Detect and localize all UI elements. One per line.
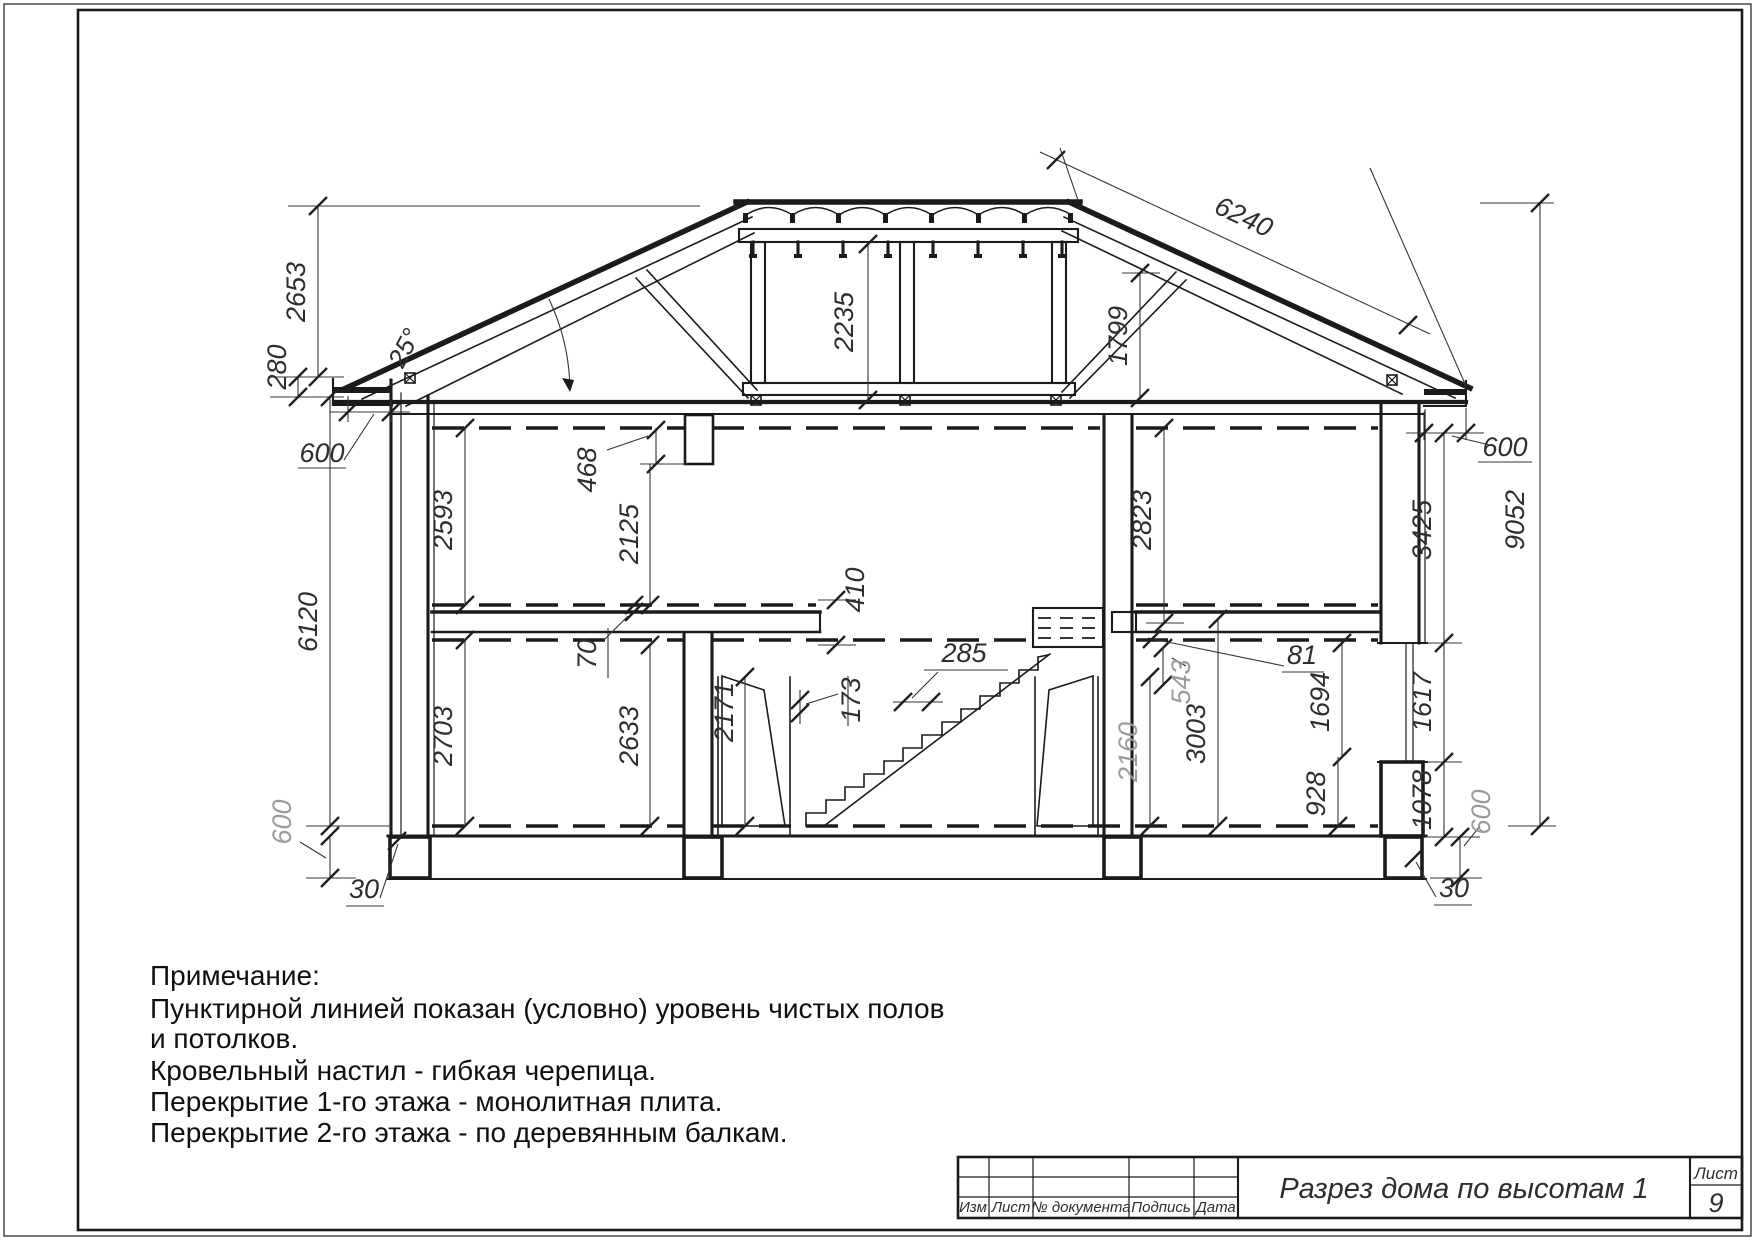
dim-928: 928 (1301, 771, 1331, 817)
dim-600-foundation-left: 600 (267, 799, 297, 845)
pier-right (1385, 837, 1422, 878)
dim-2593: 2593 (428, 489, 458, 551)
notes (150, 960, 944, 1148)
dim-30-left: 30 (348, 874, 380, 904)
sheet-number: 9 (1708, 1188, 1724, 1218)
dim-600-eave-right: 600 (1482, 432, 1528, 462)
notes-line-1: Пунктирной линией показан (условно) уровень чистых полов (150, 993, 945, 1024)
notes-line-2: и потолков. (150, 1023, 299, 1054)
dim-1617: 1617 (1407, 671, 1437, 733)
dim-6240: 6240 (1210, 190, 1278, 244)
dim-2653: 2653 (281, 261, 311, 323)
dim-2235: 2235 (829, 291, 859, 353)
notes-line-5: Перекрытие 2-го этажа - по деревянным балкам. (150, 1117, 788, 1148)
roof-tile-nibs (743, 213, 1073, 223)
sheet-label: Лист (1694, 1164, 1738, 1183)
attic-floor (334, 402, 1466, 414)
dim-600-foundation-right: 600 (1466, 789, 1496, 835)
walls (391, 380, 1427, 836)
dim-2823: 2823 (1127, 489, 1157, 551)
stamp-col-sign: Подпись (1131, 1199, 1191, 1216)
center-left-wall (684, 415, 713, 836)
dim-1799: 1799 (1103, 305, 1133, 367)
notes-line-4: Перекрытие 1-го этажа - монолитная плита. (150, 1086, 723, 1117)
dim-543: 543 (1166, 659, 1196, 705)
doors (718, 676, 1098, 836)
dim-1694: 1694 (1305, 671, 1335, 733)
dim-1078: 1078 (1407, 769, 1437, 831)
roof (333, 202, 1470, 406)
stamp-col-date: Дата (1196, 1199, 1236, 1216)
hanging-wall-stub (685, 415, 713, 464)
stamp-col-izm: Изм (959, 1199, 987, 1216)
dim-600-eave-left: 600 (299, 438, 345, 468)
dim-2160: 2160 (1113, 721, 1143, 783)
dimensions (262, 148, 1556, 906)
pier-center-left (684, 837, 722, 878)
notes-heading: Примечание: (150, 960, 320, 991)
pier-center-right (1104, 837, 1141, 878)
dim-173: 173 (836, 677, 866, 723)
dim-285: 285 (941, 638, 987, 668)
attic-structure (405, 229, 1397, 405)
dim-6120: 6120 (293, 591, 323, 653)
dim-2125: 2125 (614, 503, 644, 565)
stamp-col-doc: № документа (1031, 1199, 1131, 1216)
door-right (1035, 676, 1098, 836)
left-exterior-wall (391, 380, 434, 836)
dim-468: 468 (572, 447, 602, 493)
attic-post-right (1052, 242, 1066, 383)
drawing-title: Разрез дома по высотам 1 (1279, 1173, 1649, 1205)
dim-81: 81 (1286, 640, 1318, 670)
attic-post-left (751, 242, 765, 383)
foundation (388, 836, 1426, 879)
dim-roof-angle: 25° (381, 323, 427, 373)
dim-2633: 2633 (614, 705, 644, 767)
dim-3003: 3003 (1181, 703, 1211, 765)
attic-post-mid (900, 242, 914, 383)
notes-line-3: Кровельный настил - гибкая черепица. (150, 1055, 657, 1086)
dim-3425: 3425 (1407, 499, 1437, 561)
dim-70: 70 (572, 638, 602, 670)
stamp-col-list: Лист (991, 1199, 1031, 1216)
dim-9052: 9052 (1500, 489, 1530, 551)
dim-410: 410 (840, 567, 870, 613)
attic-bottom-plate (743, 383, 1075, 395)
title-block (958, 1157, 1742, 1218)
section-drawing (262, 148, 1556, 906)
joist-hangers (749, 242, 1066, 258)
dim-30-right: 30 (1438, 873, 1470, 903)
stair-landing (1033, 608, 1103, 647)
dim-2171: 2171 (709, 681, 739, 743)
dim-2703: 2703 (428, 705, 458, 767)
dim-280: 280 (262, 344, 292, 390)
